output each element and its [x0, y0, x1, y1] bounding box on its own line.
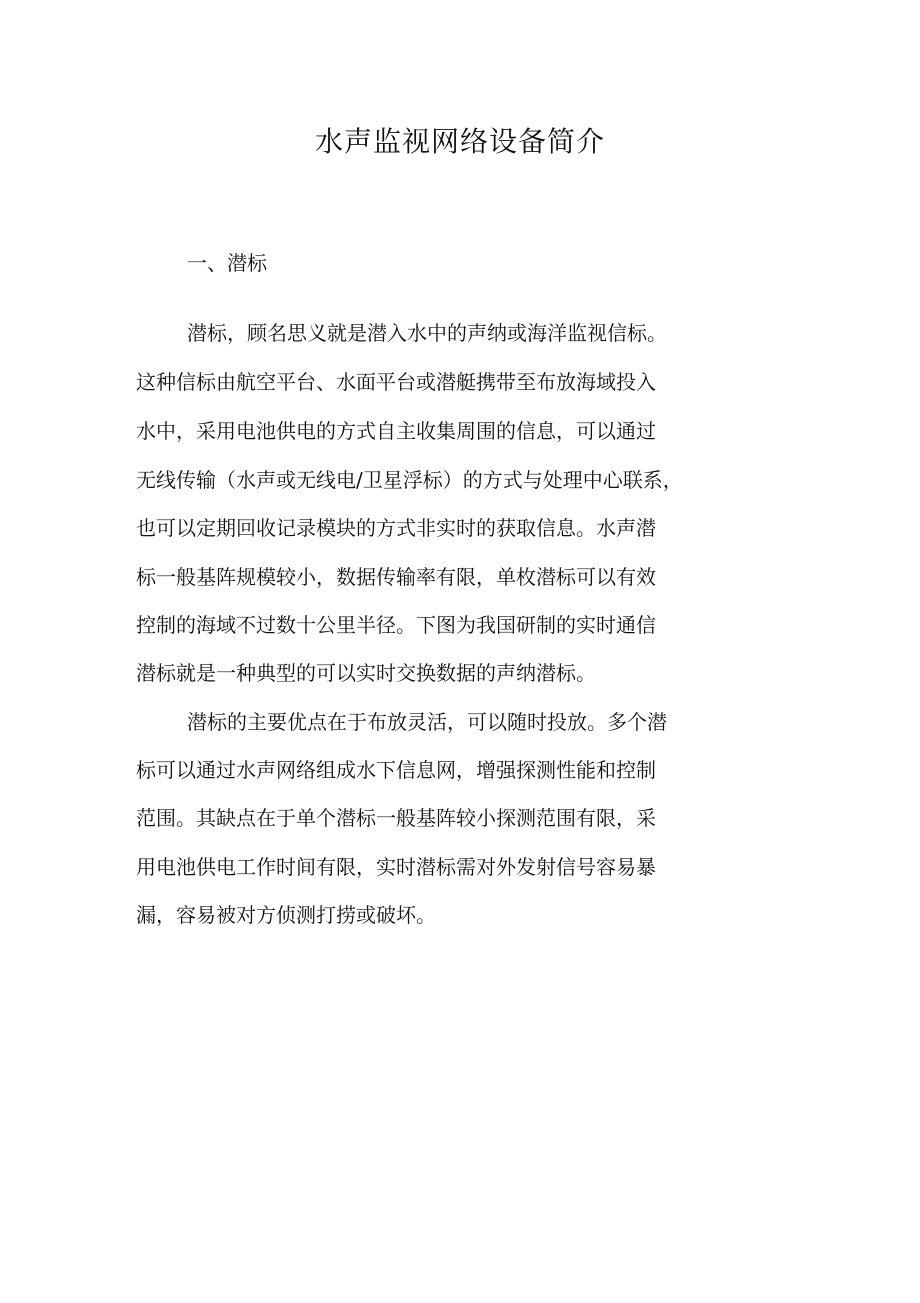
paragraph-line: 潜标就是一种典型的可以实时交换数据的声纳潜标。 [136, 661, 596, 685]
paragraph-line: 也可以定期回收记录模块的方式非实时的获取信息。水声潜 [136, 516, 656, 540]
page-title: 水声监视网络设备简介 [314, 125, 605, 158]
paragraph-line: 标一般基阵规模较小，数据传输率有限，单枚潜标可以有效 [136, 565, 656, 589]
section-heading: 一、潜标 [187, 251, 267, 275]
paragraph-line: 无线传输（水声或无线电/卫星浮标）的方式与处理中心联系， [136, 468, 683, 492]
paragraph-line: 控制的海域不过数十公里半径。下图为我国研制的实时通信 [136, 613, 656, 637]
paragraph-line: 潜标的主要优点在于布放灵活，可以随时投放。多个潜 [187, 710, 667, 734]
paragraph-line: 标可以通过水声网络组成水下信息网，增强探测性能和控制 [136, 758, 656, 782]
paragraph-line: 潜标，顾名思义就是潜入水中的声纳或海洋监视信标。 [187, 321, 667, 345]
paragraph-line: 水中，采用电池供电的方式自主收集周围的信息，可以通过 [136, 419, 656, 443]
paragraph-line: 漏，容易被对方侦测打捞或破坏。 [136, 903, 436, 927]
paragraph-line: 范围。其缺点在于单个潜标一般基阵较小探测范围有限，采 [136, 806, 656, 830]
paragraph-line: 用电池供电工作时间有限，实时潜标需对外发射信号容易暴 [136, 855, 656, 879]
paragraph-line: 这种信标由航空平台、水面平台或潜艇携带至布放海域投入 [136, 370, 656, 394]
